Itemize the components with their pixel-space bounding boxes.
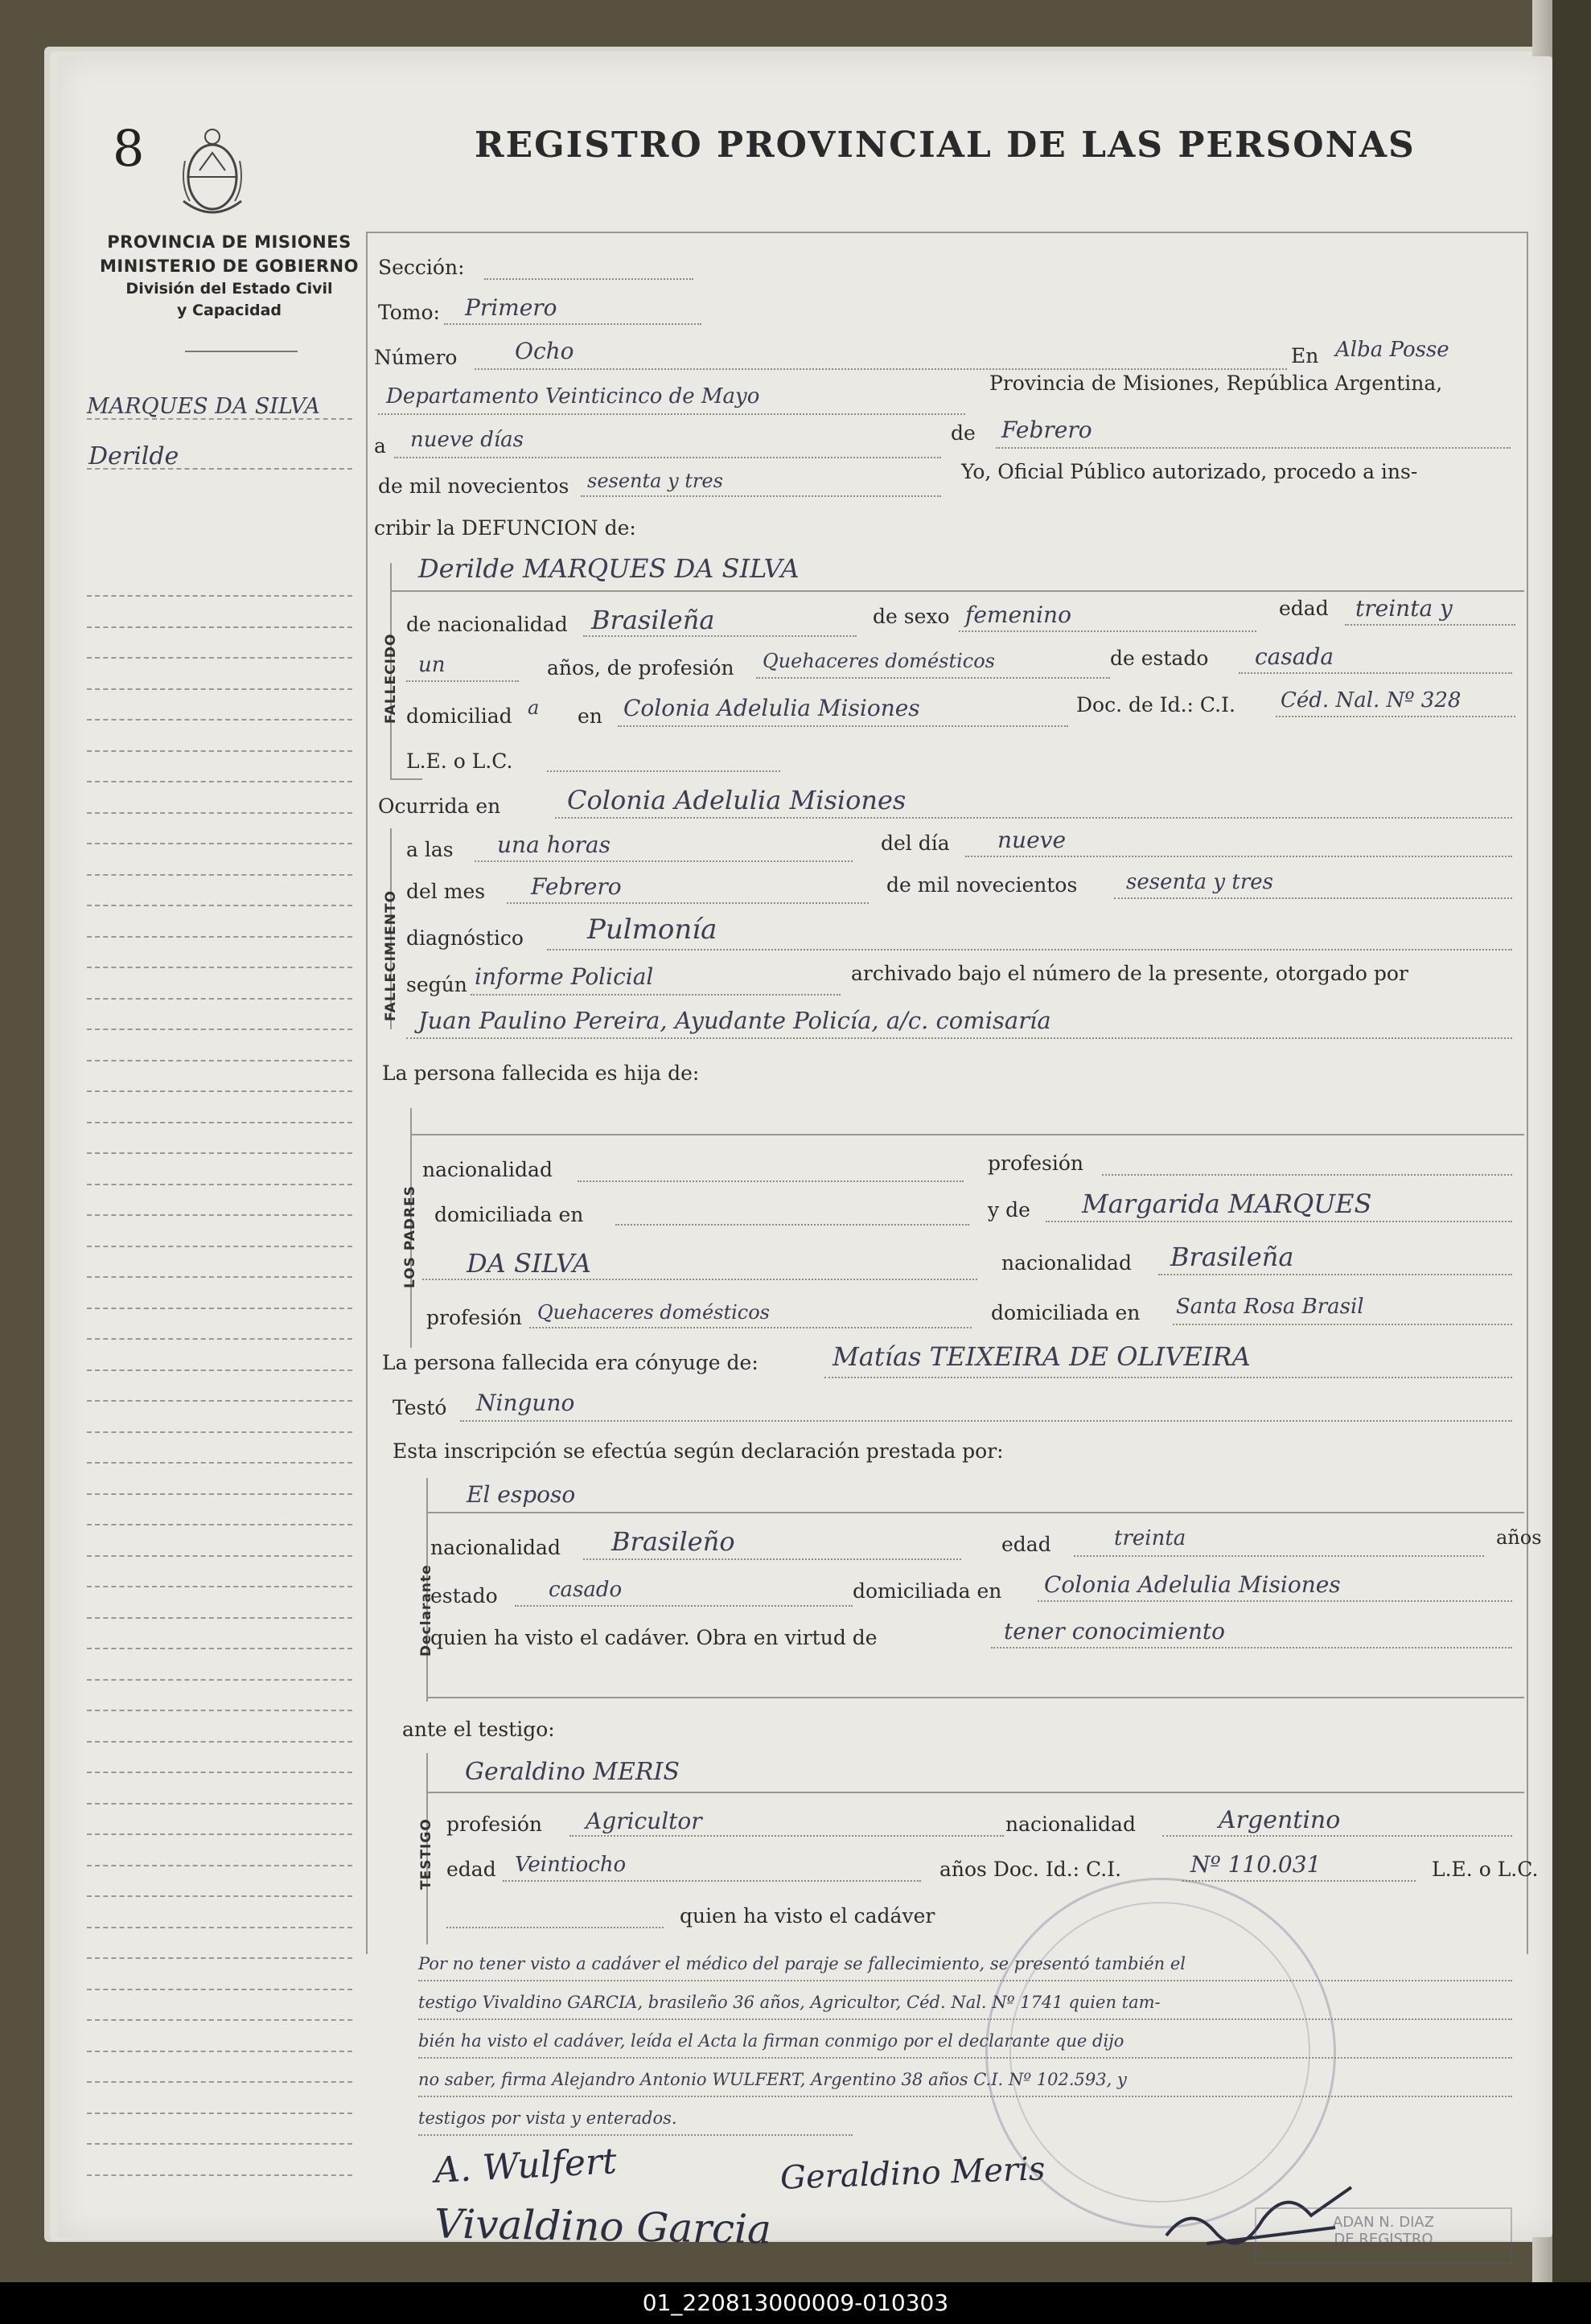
margin-rule [87, 2113, 352, 2114]
margin-rule [87, 1772, 352, 1773]
testigo-nacionalidad-field [1162, 1835, 1512, 1837]
margin-rule [87, 2051, 352, 2052]
madre-value: Margarida MARQUES [1082, 1189, 1372, 1219]
hora-field [475, 860, 853, 862]
segun-label: según [406, 973, 467, 996]
margin-rule [87, 874, 352, 876]
margin-rule [87, 1555, 352, 1557]
otorgado-field [406, 1037, 1512, 1039]
margin-given-name: Derilde [88, 442, 179, 470]
dia-field [394, 457, 941, 458]
fallecido-edad-field [1345, 624, 1515, 626]
margin-rule [87, 1895, 352, 1897]
en-value: Alba Posse [1335, 338, 1449, 362]
fallecido-estado-value: casada [1255, 643, 1334, 670]
testigo-name-line [426, 1792, 1524, 1793]
margin-rule [87, 1865, 352, 1866]
testo-label: Testó [393, 1396, 447, 1419]
ocurrida-value: Colonia Adelulia Misiones [567, 785, 906, 815]
inscribir-text: cribir la DEFUNCION de: [374, 516, 636, 540]
note-line-5-rule [418, 2134, 853, 2136]
fallecido-en-label: en [578, 704, 602, 728]
dia-value: nueve [997, 827, 1067, 853]
coat-of-arms-icon [175, 121, 249, 224]
fallecido-edad-value2: un [418, 653, 446, 677]
margin-rule [87, 967, 352, 968]
margin-surname: MARQUES DA SILVA [87, 394, 320, 419]
archivado-text: archivado bajo el número de la presente, otorgado por [851, 962, 1408, 985]
page-number: 8 [113, 119, 145, 178]
fallecido-doc-value: Céd. Nal. Nº 328 [1281, 688, 1462, 712]
book-spine [1552, 0, 1591, 2324]
main-frame-top [366, 232, 1528, 233]
margin-rule [87, 1246, 352, 1247]
numero-label: Número [374, 346, 458, 369]
margin-rule [87, 1338, 352, 1340]
fallecido-domicilio-label: domiciliad [406, 704, 512, 728]
testigo-visto-label: quien ha visto el cadáver [680, 1904, 935, 1928]
declarante-domiciliada-field [1038, 1600, 1512, 1602]
padre-profesion-label: profesión [988, 1152, 1084, 1175]
fallecido-domicilio-suffix: a [528, 696, 540, 719]
ocurrida-field [555, 817, 1512, 819]
official-seal-inner [1009, 1902, 1310, 2203]
padres-section-label: LOS PADRES [402, 1185, 418, 1288]
fallecido-edad-label: edad [1279, 597, 1329, 620]
hija-label: La persona fallecida es hija de: [382, 1061, 700, 1085]
note-line-1-rule [418, 1980, 1512, 1981]
testigo-name: Geraldino MERIS [465, 1758, 680, 1786]
registrar-stamp [1255, 2207, 1512, 2264]
testigo-edad-field [503, 1880, 921, 1882]
padre-nacionalidad-field [578, 1180, 964, 1182]
declarante-edad-label: edad [1001, 1533, 1051, 1556]
margin-rule [87, 626, 352, 628]
fallecido-nacionalidad-label: de nacionalidad [406, 613, 568, 636]
margin-rule [87, 1400, 352, 1402]
seccion-label: Sección: [378, 256, 465, 279]
margin-rule [87, 719, 352, 721]
diagnostico-label: diagnóstico [406, 926, 524, 950]
margin-rule [87, 1276, 352, 1278]
testo-value: Ninguno [476, 1390, 575, 1416]
fallecido-box-bottom [390, 778, 422, 780]
madre-nacionalidad-field [1158, 1274, 1512, 1275]
fallecido-domicilio-value: Colonia Adelulia Misiones [623, 695, 920, 721]
fallecido-edad-value1: treinta y [1355, 595, 1453, 622]
note-line-4-rule [418, 2096, 1512, 2097]
fallecido-le-label: L.E. o L.C. [406, 749, 513, 773]
fallecido-profesion-value: Quehaceres domésticos [763, 650, 995, 672]
conyuge-field [824, 1377, 1512, 1378]
mil-label: de mil novecientos [378, 474, 569, 498]
declarante-name: El esposo [467, 1481, 576, 1508]
en-label: En [1291, 344, 1319, 367]
testigo-nacionalidad-label: nacionalidad [1005, 1813, 1136, 1836]
dia-field [965, 856, 1512, 857]
madre-field [1046, 1221, 1512, 1222]
margin-rule [87, 843, 352, 844]
a-las-label: a las [406, 838, 454, 861]
tomo-label: Tomo: [378, 301, 440, 324]
testigo-doc-field [1182, 1880, 1416, 1882]
testigo-doc-label: años Doc. Id.: C.I. [939, 1858, 1122, 1881]
fallecido-profesion-field [756, 677, 1110, 679]
segun-field [471, 994, 841, 996]
diagnostico-value: Pulmonía [587, 914, 717, 946]
fallecido-section-label: FALLECIDO [383, 633, 399, 724]
margin-rule [87, 688, 352, 690]
stamp-line-2: DE REGISTRO [1334, 2231, 1433, 2248]
del-dia-label: del día [881, 831, 950, 855]
y-de-label: y de [988, 1198, 1030, 1222]
testigo-doc-value: Nº 110.031 [1190, 1851, 1322, 1878]
departamento-field [378, 413, 965, 415]
image-caption: 01_220813000009-010303 [0, 2282, 1591, 2324]
main-frame-left [366, 233, 368, 1954]
anio-value: sesenta y tres [587, 470, 723, 492]
segun-value: informe Policial [475, 963, 654, 990]
margin-rule [87, 1369, 352, 1371]
declarante-estado-value: casado [549, 1578, 623, 1602]
testigo-profesion-label: profesión [446, 1813, 543, 1836]
numero-value: Ocho [515, 338, 574, 364]
mes-field [996, 447, 1511, 449]
margin-rule [87, 1524, 352, 1525]
note-line-5: testigos por vista y enterados. [418, 2108, 677, 2128]
margin-rule [87, 781, 352, 782]
declarante-domiciliada-value: Colonia Adelulia Misiones [1044, 1571, 1341, 1598]
conyuge-label: La persona fallecida era cónyuge de: [382, 1351, 758, 1374]
fallecido-le-field [547, 770, 780, 772]
testigo-le-label: L.E. o L.C. [1432, 1858, 1539, 1881]
testigo-edad-label: edad [446, 1858, 496, 1881]
signature-3: Vivaldino Garcia [434, 2200, 772, 2253]
org-underline [185, 351, 298, 352]
margin-rule [87, 1927, 352, 1928]
madre-value-2: DA SILVA [467, 1248, 591, 1279]
otorgado-value: Juan Paulino Pereira, Ayudante Policía, a/c. comisaría [418, 1007, 1051, 1034]
declarante-nacionalidad-label: nacionalidad [430, 1536, 561, 1559]
margin-rule [87, 1617, 352, 1619]
departamento-value: Departamento Veinticinco de Mayo [386, 384, 760, 409]
declarante-section-label: Declarante [418, 1564, 434, 1657]
fallecido-domicilio-field [618, 725, 1068, 727]
fallecido-nacionalidad-value: Brasileña [591, 605, 715, 635]
fallecido-edad2-field [406, 680, 519, 682]
anio-value: sesenta y tres [1126, 870, 1273, 894]
org-line-4: y Capacidad [177, 302, 282, 319]
margin-rule [87, 1493, 352, 1495]
main-frame-right [1527, 233, 1528, 1954]
madre-profesion-field [529, 1327, 972, 1328]
anio-field [581, 495, 941, 497]
mes-field [507, 902, 869, 904]
dia-value: nueve días [410, 428, 524, 452]
margin-rule [87, 1060, 352, 1061]
testigo-edad-value: Veintiocho [515, 1853, 627, 1877]
conyuge-value: Matías TEIXEIRA DE OLIVEIRA [832, 1341, 1251, 1372]
testigo-visto-field [446, 1927, 664, 1928]
margin-rule [87, 2019, 352, 2021]
numero-field [475, 368, 1287, 370]
oficial-text: Yo, Oficial Público autorizado, procedo a ins- [961, 460, 1418, 483]
margin-rule [87, 1431, 352, 1433]
declarante-virtud-field [991, 1647, 1512, 1649]
padres-top-line [410, 1134, 1524, 1135]
org-line-2: MINISTERIO DE GOBIERNO [100, 257, 359, 276]
note-line-3-rule [418, 2057, 1512, 2059]
margin-rule [87, 1586, 352, 1587]
margin-rule [87, 1989, 352, 1990]
margin-rule [87, 812, 352, 814]
declaracion-label: Esta inscripción se efectúa según declaración prestada por: [393, 1439, 1004, 1463]
fallecido-name-line [390, 590, 1524, 592]
note-line-1: Por no tener visto a cadáver el médico del paraje se fallecimiento, se presentó también el [418, 1954, 1186, 1973]
ante-testigo-label: ante el testigo: [402, 1718, 555, 1741]
fallecido-name: Derilde MARQUES DA SILVA [418, 553, 800, 584]
margin-rule [87, 905, 352, 906]
margin-rule [87, 2143, 352, 2145]
madre-domiciliada-label: domiciliada en [991, 1301, 1141, 1324]
margin-rule [87, 1152, 352, 1154]
margin-rule [87, 2081, 352, 2083]
note-line-2: testigo Vivaldino GARCIA, brasileño 36 años, Agricultor, Céd. Nal. Nº 1741 quien tam- [418, 1993, 1161, 2012]
declarante-edad-field [1074, 1555, 1484, 1557]
fallecido-doc-field [1276, 716, 1515, 717]
margin-rule [87, 936, 352, 938]
note-line-3: bién ha visto el cadáver, leída el Acta la firman conmigo por el declarante que dijo [418, 2031, 1124, 2051]
madre-2-field [422, 1279, 977, 1280]
padre-profesion-field [1102, 1174, 1512, 1176]
madre-profesion-label: profesión [426, 1306, 523, 1329]
margin-rule [87, 1648, 352, 1649]
province-text: Provincia de Misiones, República Argentina, [989, 372, 1443, 395]
testo-field [460, 1420, 1512, 1422]
margin-rule [87, 1122, 352, 1123]
fallecimiento-section-label: FALLECIMIENTO [383, 889, 399, 1021]
fallecido-sexo-label: de sexo [873, 605, 950, 628]
madre-profesion-value: Quehaceres domésticos [537, 1301, 770, 1324]
testigo-profesion-field [569, 1835, 1004, 1837]
fallecido-profesion-label: años, de profesión [547, 656, 734, 680]
margin-rule [87, 1308, 352, 1309]
signature-2: Geraldino Meris [779, 2150, 1046, 2197]
padre-domiciliada-label: domiciliada en [434, 1203, 584, 1226]
margin-rule [87, 468, 352, 470]
margin-rule [87, 1029, 352, 1030]
margin-rule [87, 1679, 352, 1681]
fallecido-estado-label: de estado [1110, 647, 1209, 670]
madre-nacionalidad-label: nacionalidad [1001, 1251, 1132, 1275]
declarante-domiciliada-label: domiciliada en [853, 1579, 1002, 1603]
margin-rule [87, 1710, 352, 1711]
declarante-virtud-value: tener conocimiento [1004, 1618, 1225, 1644]
margin-rule [87, 657, 352, 659]
fallecido-sexo-value: femenino [965, 602, 1071, 628]
signature-1: A. Wulfert [433, 2141, 618, 2191]
margin-rule [87, 2174, 352, 2176]
margin-rule [87, 1462, 352, 1464]
note-line-4: no saber, firma Alejandro Antonio WULFERT, Argentino 38 años C.I. Nº 102.593, y [418, 2070, 1127, 2089]
a-label: a [374, 434, 386, 458]
ocurrida-label: Ocurrida en [378, 795, 501, 818]
anio-field [1114, 897, 1512, 899]
declarante-anos-label: años [1496, 1526, 1542, 1549]
margin-rule [87, 418, 352, 420]
declarante-visto-text: quien ha visto el cadáver. Obra en virtud de [430, 1626, 878, 1649]
declarante-estado-field [515, 1605, 853, 1607]
mes-value: Febrero [531, 873, 622, 900]
madre-domiciliada-field [1173, 1324, 1512, 1325]
declarante-nacionalidad-value: Brasileño [611, 1526, 735, 1557]
margin-rule [87, 1833, 352, 1835]
hora-value: una horas [497, 831, 610, 858]
mes-value: Febrero [1001, 417, 1092, 443]
seccion-field [484, 278, 693, 280]
fallecido-nacionalidad-field [583, 635, 857, 637]
declarante-edad-value: treinta [1114, 1526, 1186, 1550]
padre-domiciliada-field [615, 1224, 969, 1226]
margin-rule [87, 1957, 352, 1959]
padre-nacionalidad-label: nacionalidad [422, 1158, 553, 1181]
madre-nacionalidad-value: Brasileña [1170, 1242, 1294, 1272]
fallecido-estado-field [1239, 672, 1512, 674]
madre-domiciliada-value: Santa Rosa Brasil [1176, 1295, 1364, 1319]
margin-rule [87, 1803, 352, 1805]
testigo-section-label: TESTIGO [418, 1818, 434, 1890]
margin-rule [87, 1184, 352, 1185]
org-line-3: División del Estado Civil [125, 280, 333, 298]
margin-rule [87, 1214, 352, 1216]
note-line-2-rule [418, 2018, 1512, 2020]
margin-rule [87, 998, 352, 1000]
declarante-name-line [426, 1512, 1524, 1513]
tomo-value: Primero [465, 294, 557, 321]
del-mes-label: del mes [406, 880, 486, 903]
mil-label: de mil novecientos [886, 873, 1078, 897]
fallecido-doc-label: Doc. de Id.: C.I. [1076, 693, 1235, 716]
margin-rule [87, 1090, 352, 1092]
stamp-line-1: ADAN N. DIAZ [1332, 2214, 1435, 2231]
margin-rule [87, 750, 352, 752]
page-title: REGISTRO PROVINCIAL DE LAS PERSONAS [475, 125, 1416, 166]
declarante-estado-label: estado [430, 1584, 498, 1608]
de-label: de [951, 421, 976, 445]
testigo-profesion-value: Agricultor [586, 1808, 702, 1834]
diagnostico-field [547, 949, 1512, 951]
declarante-bottom-line [426, 1697, 1524, 1698]
fallecido-sexo-field [959, 630, 1256, 632]
declarante-nacionalidad-field [583, 1558, 961, 1560]
tomo-field [444, 323, 701, 325]
testigo-nacionalidad-value: Argentino [1219, 1806, 1341, 1834]
org-heading [76, 230, 382, 322]
margin-rule [87, 595, 352, 597]
org-line-1: PROVINCIA DE MISIONES [107, 232, 352, 252]
margin-rule [87, 1741, 352, 1743]
